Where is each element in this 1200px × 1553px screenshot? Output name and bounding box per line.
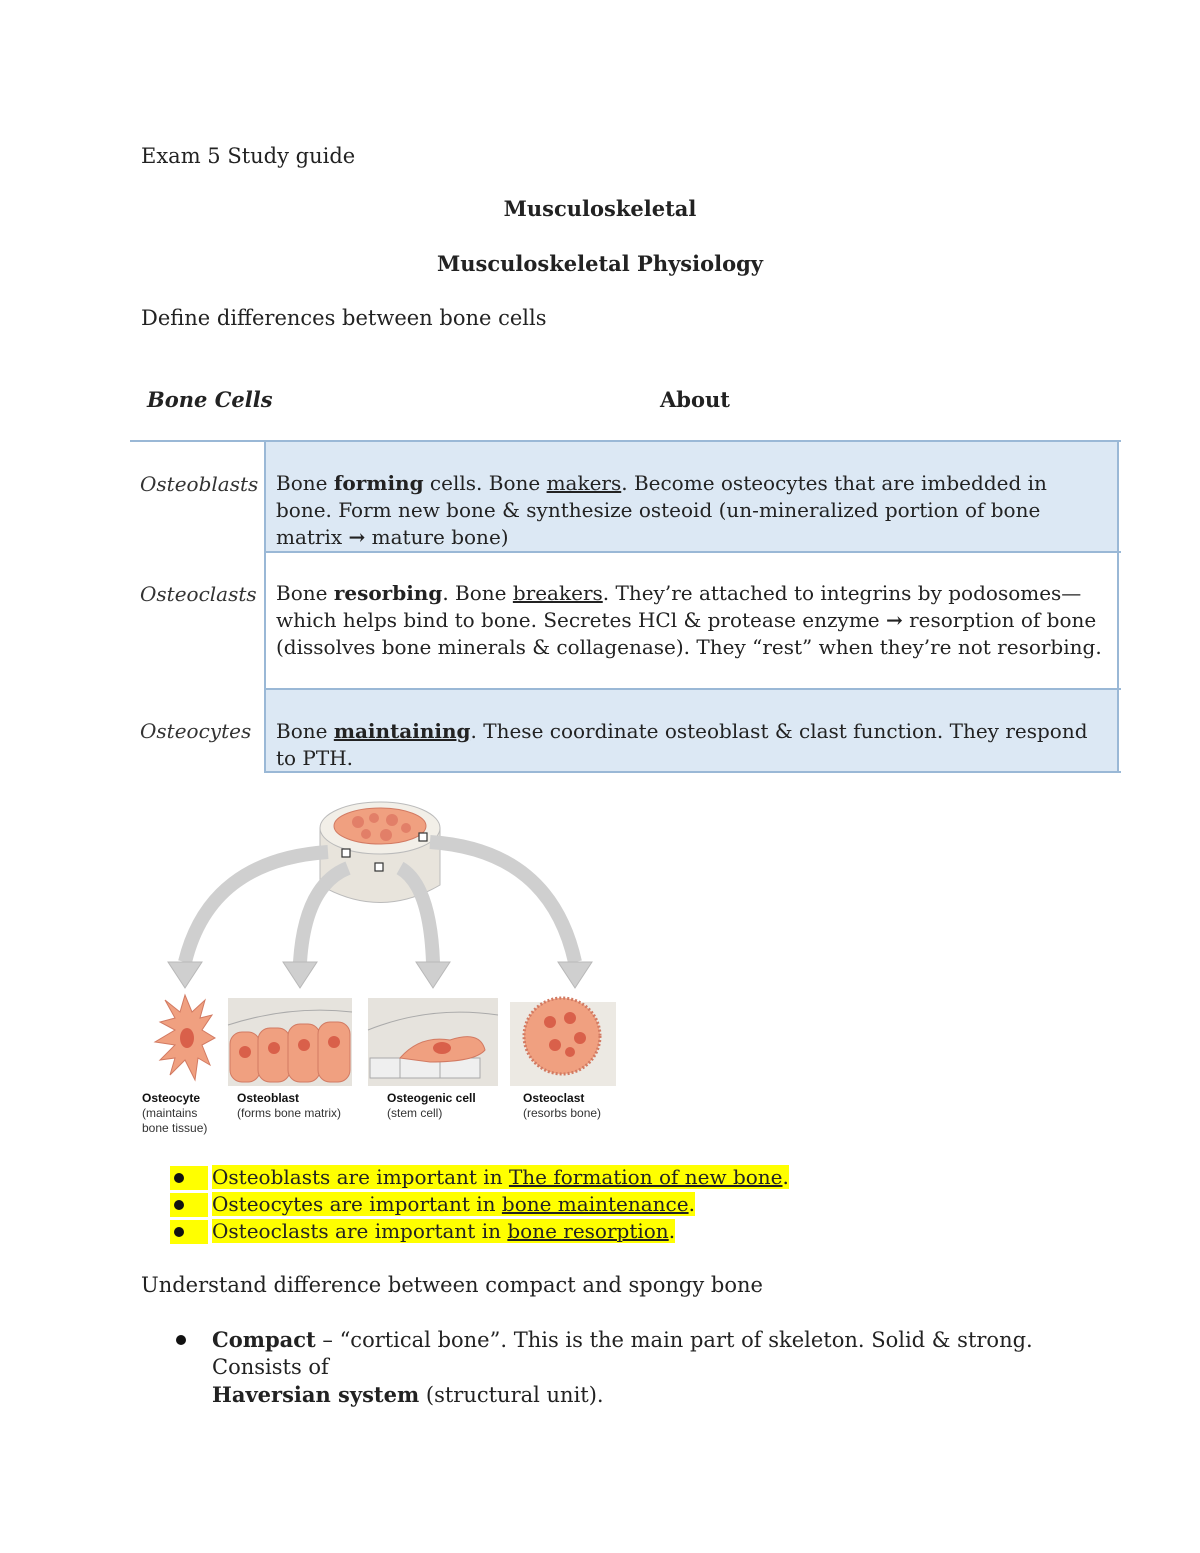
bullet-icon — [176, 1335, 186, 1345]
table-row-osteocytes: Bone maintaining. These coordinate osteoblast & clast function. They respond to PTH. — [264, 690, 1119, 772]
list-item: Osteocytes are important in bone maintenance. — [174, 1191, 789, 1218]
osteocyte-image — [155, 995, 215, 1080]
figure-label-osteoclast: Osteoclast (resorbs bone) — [523, 1091, 602, 1120]
row-label-osteoblasts: Osteoblasts — [140, 472, 259, 496]
prompt-compact-spongy: Understand difference between compact and spongy bone — [141, 1273, 763, 1297]
osteoclast-image — [510, 998, 616, 1086]
osteoblast-image — [228, 998, 352, 1086]
document-title: Exam 5 Study guide — [141, 144, 356, 168]
bullet-icon — [174, 1173, 184, 1183]
prompt-bone-cells: Define differences between bone cells — [141, 306, 547, 330]
bullet-icon — [174, 1227, 184, 1237]
table-row-osteoclasts: Bone resorbing. Bone breakers. They’re attached to integrins by podosomes—which helps bind to bone. Secretes HCl & protease enzyme → resorption of bone (dissolves bone minerals & collagenase). They “rest” when they’re not resorbing. — [264, 553, 1119, 688]
bullet-icon — [174, 1200, 184, 1210]
subsection-heading: Musculoskeletal Physiology — [437, 251, 763, 276]
list-item: Osteoclasts are important in bone resorption. — [174, 1218, 789, 1245]
arrow-icon: → — [348, 525, 366, 549]
list-item: Osteoblasts are important in The formation of new bone. — [174, 1164, 789, 1191]
bone-cells-figure — [130, 790, 630, 1090]
section-heading: Musculoskeletal — [503, 196, 697, 221]
figure-label-osteocyte: Osteocyte (maintains bone tissue) — [142, 1091, 208, 1135]
table-bottom-rule — [264, 771, 1121, 773]
table-row-osteoblasts: Bone forming cells. Bone makers. Become osteocytes that are imbedded in bone. Form new bone & synthesize osteoid (un-mineralized portion of bone matrix → mature bone) — [264, 442, 1119, 552]
row-label-osteocytes: Osteocytes — [140, 719, 252, 743]
compact-bone-item: Compact – “cortical bone”. This is the main part of skeleton. Solid & strong. Consists of Haversian system (structural unit). — [212, 1327, 1033, 1407]
arrow-icon: → — [885, 608, 903, 632]
table-header-about: About — [660, 387, 730, 412]
figure-label-osteoblast: Osteoblast (forms bone matrix) — [237, 1091, 342, 1120]
table-header-bone-cells: Bone Cells — [147, 387, 273, 412]
highlighted-list — [174, 1164, 789, 1245]
osteogenic-cell-image — [368, 998, 498, 1086]
figure-label-osteogenic-cell: Osteogenic cell (stem cell) — [387, 1091, 476, 1120]
row-label-osteoclasts: Osteoclasts — [140, 582, 257, 606]
